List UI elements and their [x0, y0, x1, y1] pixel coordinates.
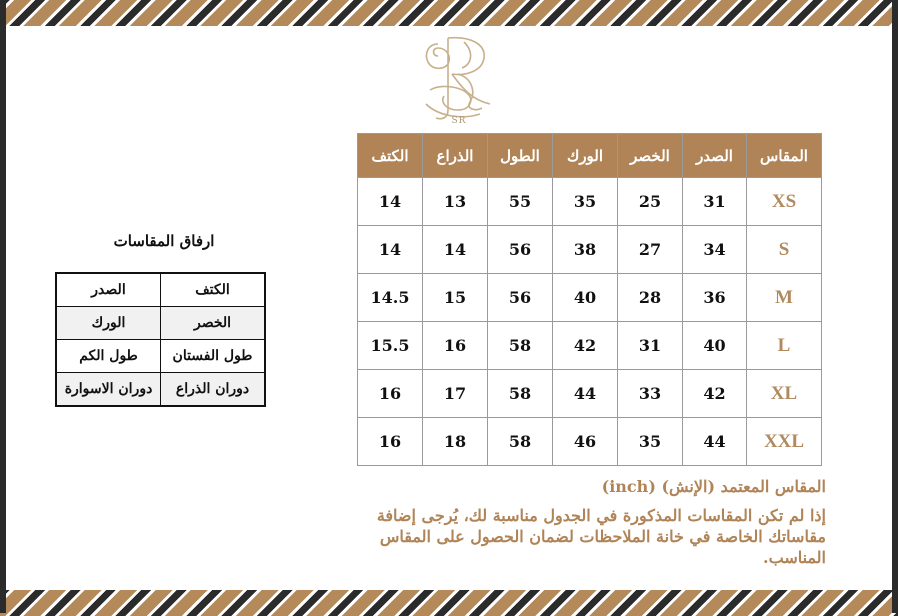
- header-size: المقاس: [747, 134, 822, 178]
- header-chest: الصدر: [683, 134, 747, 178]
- header-length: الطول: [488, 134, 553, 178]
- table-cell: 40: [683, 322, 747, 370]
- table-cell: 15.5: [358, 322, 423, 370]
- table-cell: 44: [553, 370, 618, 418]
- table-cell: 31: [683, 178, 747, 226]
- table-cell: 36: [683, 274, 747, 322]
- table-cell: 16: [358, 370, 423, 418]
- table-row: [358, 322, 822, 370]
- table-row: [358, 274, 822, 322]
- table-cell: 31: [618, 322, 683, 370]
- table-cell: 58: [488, 418, 553, 466]
- bottom-decorative-border: [0, 590, 898, 616]
- measurement-unit-note: المقاس المعتمد (الإنش) (inch): [601, 477, 826, 496]
- table-cell: 17: [423, 370, 488, 418]
- table-cell: 55: [488, 178, 553, 226]
- size-label: XXL: [747, 418, 822, 466]
- attach-measurements-table: [55, 272, 266, 407]
- table-cell: 28: [618, 274, 683, 322]
- table-row: [358, 418, 822, 466]
- table-cell: طول الكم: [56, 340, 161, 373]
- header-arm: الذراع: [423, 134, 488, 178]
- size-label: XS: [747, 178, 822, 226]
- table-cell: الخصر: [161, 307, 266, 340]
- table-row: [358, 178, 822, 226]
- table-cell: الورك: [56, 307, 161, 340]
- logo-caption: SR: [451, 116, 467, 126]
- table-cell: 58: [488, 322, 553, 370]
- table-row: [56, 340, 265, 373]
- table-cell: 34: [683, 226, 747, 274]
- table-cell: 56: [488, 226, 553, 274]
- attach-measurements-title: ارفاق المقاسات: [113, 232, 215, 250]
- table-cell: 46: [553, 418, 618, 466]
- table-cell: 35: [553, 178, 618, 226]
- table-cell: 15: [423, 274, 488, 322]
- table-row: [358, 370, 822, 418]
- table-cell: دوران الذراع: [161, 373, 266, 407]
- table-cell: 14.5: [358, 274, 423, 322]
- table-row: [56, 273, 265, 307]
- table-cell: 42: [553, 322, 618, 370]
- table-cell: 14: [423, 226, 488, 274]
- table-cell: الصدر: [56, 273, 161, 307]
- table-cell: 40: [553, 274, 618, 322]
- table-row: [358, 226, 822, 274]
- custom-size-note: إذا لم تكن المقاسات المذكورة في الجدول مناسبة لك، يُرجى إضافة مقاساتك الخاصة في خانة الملاحظات لضمان الحصول على المقاس المناسب.: [376, 506, 826, 567]
- table-row: [56, 373, 265, 407]
- table-cell: دوران الاسوارة: [56, 373, 161, 407]
- table-cell: 18: [423, 418, 488, 466]
- table-cell: 13: [423, 178, 488, 226]
- table-cell: طول الفستان: [161, 340, 266, 373]
- header-hip: الورك: [553, 134, 618, 178]
- table-cell: 58: [488, 370, 553, 418]
- table-cell: 16: [358, 418, 423, 466]
- table-cell: 14: [358, 226, 423, 274]
- header-shoulder: الكتف: [358, 134, 423, 178]
- size-label: L: [747, 322, 822, 370]
- table-cell: 25: [618, 178, 683, 226]
- right-frame-edge: [892, 0, 898, 613]
- size-label: M: [747, 274, 822, 322]
- table-cell: 44: [683, 418, 747, 466]
- table-row: [56, 307, 265, 340]
- table-cell: 27: [618, 226, 683, 274]
- size-label: XL: [747, 370, 822, 418]
- table-cell: 16: [423, 322, 488, 370]
- table-cell: 14: [358, 178, 423, 226]
- table-cell: 56: [488, 274, 553, 322]
- brand-monogram-logo: [418, 30, 500, 130]
- table-cell: 38: [553, 226, 618, 274]
- size-label: S: [747, 226, 822, 274]
- size-chart-header-row: [358, 134, 822, 178]
- table-cell: 35: [618, 418, 683, 466]
- table-cell: 33: [618, 370, 683, 418]
- table-cell: الكتف: [161, 273, 266, 307]
- top-decorative-border: [0, 0, 898, 26]
- size-chart-table: [357, 133, 822, 466]
- table-cell: 42: [683, 370, 747, 418]
- header-waist: الخصر: [618, 134, 683, 178]
